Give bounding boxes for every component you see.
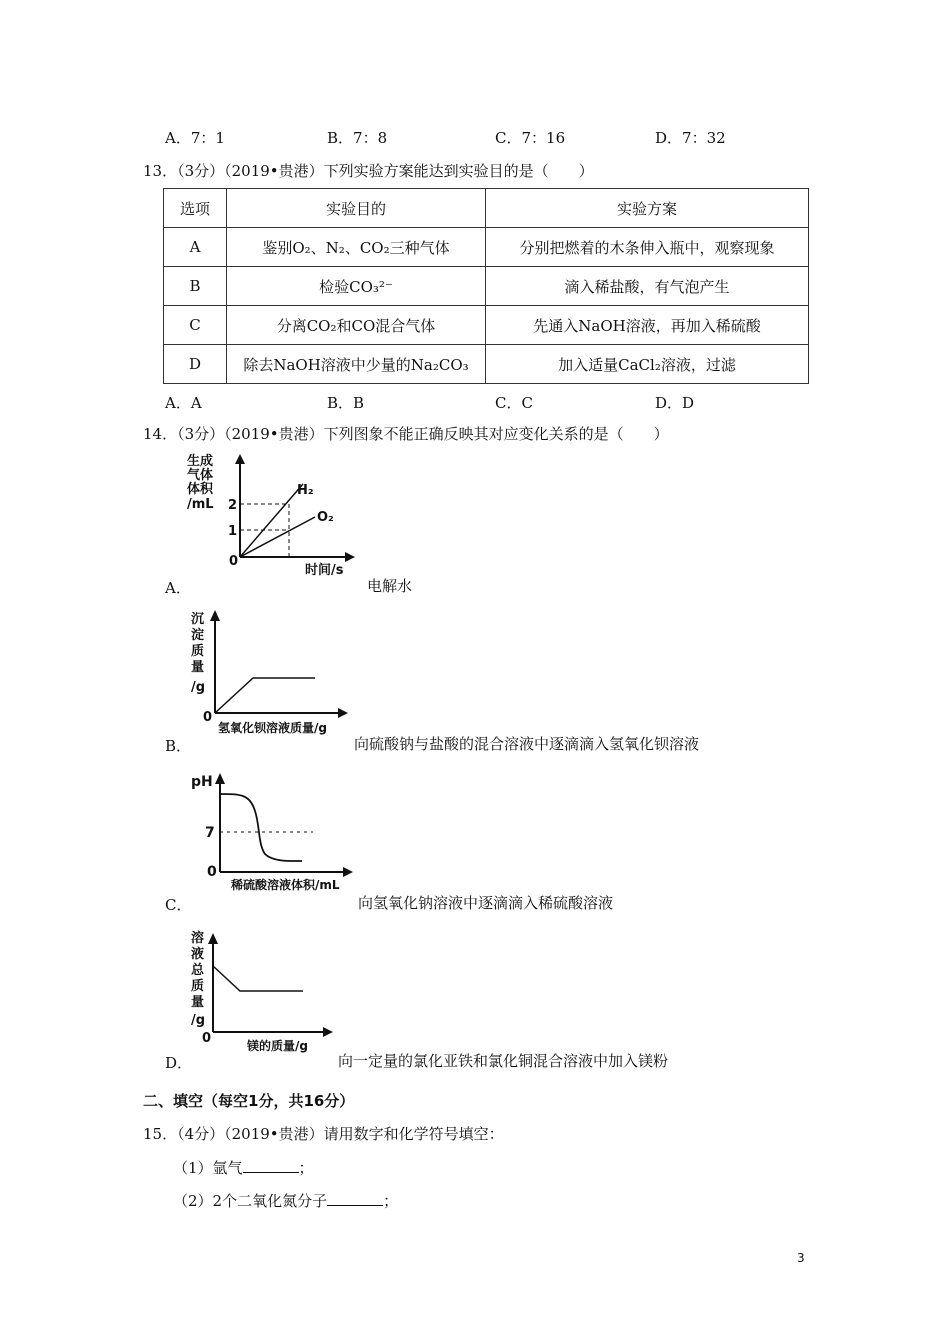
q13-table <box>163 188 809 384</box>
graph-a-ylabel-4: /mL <box>187 497 214 512</box>
graph-b-ylabel-1: 沉 <box>191 612 205 627</box>
graph-c-ph <box>185 766 360 894</box>
q14-option-a-letter[interactable]: A． <box>165 579 191 597</box>
section-title-fill-in: 二、填空（每空1分，共16分） <box>143 1092 355 1110</box>
graph-c-xlabel: 稀硫酸溶液体积/mL <box>231 878 340 892</box>
table-row <box>164 267 809 306</box>
table-cell: 鉴别O₂、N₂、CO₂三种气体 <box>227 228 486 267</box>
graph-c-origin: 0 <box>207 864 217 880</box>
answer-blank[interactable] <box>327 1191 383 1206</box>
graph-a-label-o2: O₂ <box>317 510 334 525</box>
graph-d-xlabel: 镁的质量/g <box>247 1039 308 1053</box>
q14-option-d-caption: 向一定量的氯化亚铁和氯化铜混合溶液中加入镁粉 <box>338 1052 669 1070</box>
q14-option-b-letter[interactable]: B． <box>165 737 192 755</box>
graph-d-curve <box>213 966 303 991</box>
table-row <box>164 306 809 345</box>
graph-a-line-o2 <box>240 517 315 557</box>
graph-a-line-h2 <box>240 484 303 557</box>
table-cell: 滴入稀盐酸，有气泡产生 <box>486 267 809 306</box>
q14-option-c-letter[interactable]: C． <box>165 896 192 914</box>
table-cell: A <box>164 228 227 267</box>
q12-option-c[interactable]: C．7：16 <box>495 129 566 147</box>
table-cell: 分离CO₂和CO混合气体 <box>227 306 486 345</box>
graph-c-x-arrow <box>343 867 353 877</box>
q13-option-b[interactable]: B．B <box>327 394 365 412</box>
table-cell: 检验CO₃²⁻ <box>227 267 486 306</box>
table-cell: 分别把燃着的木条伸入瓶中，观察现象 <box>486 228 809 267</box>
graph-b-xlabel: 氢氧化钡溶液质量/g <box>218 721 327 735</box>
table-header: 实验方案 <box>486 189 809 228</box>
graph-a-label-h2: H₂ <box>297 483 314 498</box>
graph-b-y-arrow <box>210 610 220 621</box>
q13-option-a[interactable]: A．A <box>165 394 202 412</box>
q14-option-a-caption: 电解水 <box>367 577 413 595</box>
graph-b-ylabel-5: /g <box>191 680 206 695</box>
q14-option-b-caption: 向硫酸钠与盐酸的混合溶液中逐滴滴入氢氧化钡溶液 <box>354 735 700 753</box>
q15-item-1 <box>173 1157 314 1178</box>
table-row <box>164 345 809 384</box>
graph-a-y-arrow <box>235 454 245 464</box>
graph-d-ylabel-1: 溶 <box>191 931 205 946</box>
graph-d-ylabel-2: 液 <box>191 947 205 962</box>
graph-b-curve <box>215 678 315 713</box>
graph-a-xlabel: 时间/s <box>305 563 344 578</box>
table-header: 选项 <box>164 189 227 228</box>
graph-d-origin: 0 <box>202 1031 212 1046</box>
graph-d-ylabel-6: /g <box>191 1013 206 1028</box>
graph-a-ylabel-2: 气体 <box>187 468 214 483</box>
graph-b-x-arrow <box>338 708 348 718</box>
table-header: 实验目的 <box>227 189 486 228</box>
table-cell: B <box>164 267 227 306</box>
graph-a-ylabel-1: 生成 <box>187 454 214 469</box>
q14-option-d-letter[interactable]: D． <box>165 1054 193 1072</box>
graph-c-tick-7: 7 <box>205 825 215 841</box>
table-cell: D <box>164 345 227 384</box>
graph-b-ylabel-4: 量 <box>191 660 205 675</box>
table-cell: 加入适量CaCl₂溶液，过滤 <box>486 345 809 384</box>
graph-c-y-arrow <box>215 773 225 784</box>
graph-a-ylabel-3: 体积 <box>187 482 214 497</box>
q15-item-2-label: （2）2个二氧化氮分子 <box>173 1192 328 1210</box>
graph-d-ylabel-3: 总 <box>191 963 205 978</box>
q15-item-1-end: ； <box>298 1159 314 1177</box>
table-header-row <box>164 189 809 228</box>
graph-d-solution-mass <box>185 926 345 1054</box>
graph-a-tick-1: 1 <box>228 524 238 539</box>
graph-c-ylabel: pH <box>191 774 213 790</box>
q15-item-1-label: （1）氩气 <box>173 1159 243 1177</box>
q12-option-a[interactable]: A．7：1 <box>165 129 225 147</box>
graph-b-ylabel-2: 淀 <box>191 628 205 643</box>
graph-b-precipitate <box>185 605 355 735</box>
q15-item-2-end: ； <box>383 1192 399 1210</box>
q13-option-d[interactable]: D．D <box>655 394 695 412</box>
q15-stem: 15．（4分）（2019•贵港）请用数字和化学符号填空： <box>143 1125 504 1143</box>
graph-a-tick-2: 2 <box>228 498 238 513</box>
graph-a-electrolysis <box>185 452 360 578</box>
graph-a-origin: 0 <box>229 554 239 569</box>
table-cell: 先通入NaOH溶液，再加入稀硫酸 <box>486 306 809 345</box>
graph-c-curve <box>220 794 302 861</box>
q12-option-d[interactable]: D．7：32 <box>655 129 726 147</box>
graph-a-x-arrow <box>345 552 355 562</box>
page-number: 3 <box>797 1251 805 1265</box>
q13-stem: 13．（3分）（2019•贵港）下列实验方案能达到实验目的是（ ） <box>143 162 594 180</box>
q15-item-2 <box>173 1190 398 1211</box>
q14-option-c-caption: 向氢氧化钠溶液中逐滴滴入稀硫酸溶液 <box>358 894 614 912</box>
table-row <box>164 228 809 267</box>
graph-b-origin: 0 <box>203 710 213 725</box>
graph-d-x-arrow <box>323 1027 333 1037</box>
graph-b-ylabel-3: 质 <box>191 644 205 659</box>
graph-d-ylabel-5: 量 <box>191 995 205 1010</box>
table-cell: 除去NaOH溶液中少量的Na₂CO₃ <box>227 345 486 384</box>
graph-d-ylabel-4: 质 <box>191 979 205 994</box>
graph-d-y-arrow <box>208 933 218 944</box>
q13-option-c[interactable]: C．C <box>495 394 533 412</box>
answer-blank[interactable] <box>243 1158 299 1173</box>
table-cell: C <box>164 306 227 345</box>
q14-stem: 14．（3分）（2019•贵港）下列图象不能正确反映其对应变化关系的是（ ） <box>143 425 669 443</box>
q12-option-b[interactable]: B．7：8 <box>327 129 388 147</box>
